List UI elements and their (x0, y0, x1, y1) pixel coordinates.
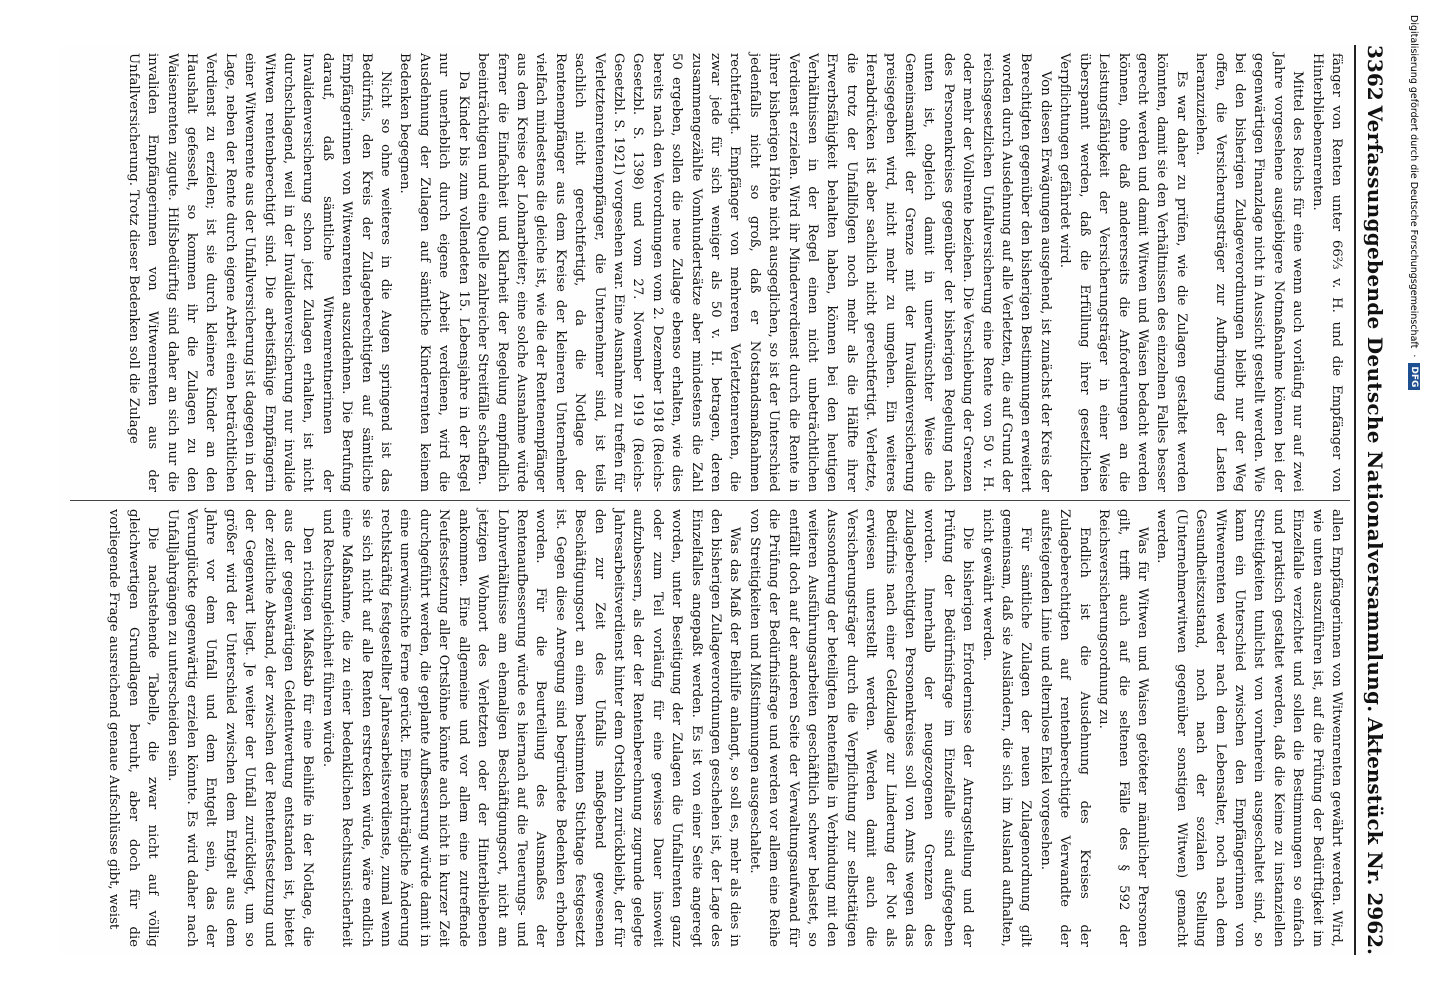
paragraph: Die bisherigen Erfordernisse der Antragstellung und der Prüfung der Bedürfnisfrage im Einzelfalle sind aufgegeben worden. Innerhalb der neugezogenen Grenzen des zulageberechtigten Personenkreises soll von Amts wegen das Bedürfnis nach einer Geldzulage zur Linderung der Not als erwiesen unterstellt werden. Werden damit auch die Versicherungsträger durch die Verpflichtung zur selbsttätigen Aussonderung der beteiligten Rentenfälle in Verbindung mit den weiteren Ausführungsarbeiten geschäftlich schwer belastet, so entfällt doch auf der anderen Seite der Verwaltungsaufwand für die Prüfung der Bedürfnisfrage und werden vor allem eine Reihe von Streitigkeiten und Mißstimmungen ausgeschaltet. (746, 509, 976, 947)
text-column-right (70, 500, 1350, 955)
paragraph: Nicht so ohne weiteres in die Augen springend ist das Bedürfnis, den Kreis der Zulageberechtigten auf sämtliche Empfängerinnen von Witwenrenten auszudehnen. Die Berufung darauf, daß sämtliche Witwenrentnerinnen der Invalidenversicherung schon jetzt Zulagen erhalten, ist nicht durchschlagend, weil in der Invalidenversicherung nur invalide Witwen rentenberechtigt sind. Die arbeitsfähige Empfängerin einer Witwenrente aus der Unfallversicherung ist dagegen in der Lage, neben der Rente durch eigene Arbeit einen beträchtlichen Verdienst zu erzielen; ist sie durch kleinere Kinder an den Haushalt gefesselt, so kommen ihr die Zulagen zu den Waisenrenten zugute. Hilfsbedürftig sind daher an sich nur die invaliden Empfängerinnen von Witwenrenten aus der Unfallversicherung. Trotz dieser Bedenken soll die Zulage (125, 53, 394, 492)
paragraph: Was für Witwen und Waisen getöteter männlicher Personen gilt, trifft auch auf die seltenen Fälle des § 592 der Reichsversicherungsordnung zu. (1096, 509, 1150, 947)
paragraph: Die nachstehende Tabelle, die zwar nicht auf völlig gleichwertigen Grundlagen beruht, aber doch für die vorliegende Frage ausreichend genaue Aufschlüsse gibt, weist (106, 509, 161, 947)
document-number: Aktenstück Nr. 2962. (1363, 717, 1387, 955)
digitization-credit-text: Digitalisierung gefördert durch die Deutsche Forschungsgemeinschaft (1408, 15, 1420, 349)
document-title: Verfassunggebende Deutsche Nationalversammlung. (1363, 105, 1387, 713)
paragraph: allen Empfängerinnen von Witwenrenten gewährt werden. Wird, wie unten auszuführen ist, auf die Prüfung der Bedürftigkeit im Einzelfalle verzichtet und sollen die Bestimmungen so einfach und praktisch gestaltet werden, daß die Keime zu instanziellen Streitigkeiten tunlichst von vornherein ausgeschaltet sind, so kann ein Unterschied zwischen den Empfängerinnen von Witwenrenten weder nach dem Lebensalter, noch nach dem Gesundheitszustand, noch nach der sozialen Stellung (Unternehmerwitwen gegenüber sonstigen Witwen) gemacht werden. (1154, 509, 1344, 947)
digitization-credit: Digitalisierung gefördert durch die Deutsche Forschungsgemeinschaft · DFG (1408, 15, 1420, 990)
document-page (60, 45, 1394, 955)
paragraph: fänger von Renten unter 66⅔ v. H. und die Empfänger von Hinterbliebenenrenten. (1309, 53, 1344, 492)
dfg-logo: DFG (1408, 363, 1420, 390)
paragraph: Da Kinder bis zum vollendeten 15. Lebensjahre in der Regel nur unerheblich durch eigene Arbeit verdienen, wird die Ausdehnung der Zulagen auf sämtliche Kinderrenten keinem Bedenken begegnen. (397, 53, 471, 492)
running-head (1354, 45, 1394, 955)
paragraph: Was das Maß der Beihilfe anlangt, so soll es, mehr als dies in den bisherigen Zulageverordnungen geschehen ist, der Lage des Einzelfalles angepaßt werden. Es ist von einer Seite angeregt worden, unter Beseitigung der Zulagen die Unfallrenten ganz oder zum Teil vorläufig für eine gewisse Dauer insoweit aufzubessern, als der der Rentenberechnung zugrunde gelegte Jahresarbeitsverdienst hinter dem Ortslohn zurückbleibt, der für den zur Zeit des Unfalls maßgebend gewesenen Beschäftigungsort an einem bestimmten Stichtage festgesetzt ist. Gegen diese Anregung sind begründete Bedenken erhoben worden. Für die Beurteilung des Ausmaßes der Rentenaufbesserung würde es hiernach auf die Teuerungs- und Lohnverhältnisse am ehemaligen Beschäftigungsort, nicht am jetzigen Wohnort des Verletzten oder der Hinterbliebenen ankommen. Eine allgemeine und vor allem eine zutreffende Neufestsetzung aller Ortslöhne könnte auch nicht in kurzer Zeit durchgeführt werden, die geplante Aufbesserung würde damit in eine unerwünschte Ferne gerückt. Eine nachträgliche Änderung rechtskräftig festgestellter Jahresarbeitsverdienste, zumal wenn sie sich nicht auf alle Renten erstrecken würde, wäre endlich eine Maßnahme, die zu einer bedenklichen Rechtsunsicherheit und Rechtsungleichheit führen würde. (319, 509, 743, 947)
paragraph: Für sämtliche Zulagen der neuen Zulagenordnung gilt gemeinsam, daß sie Ausländern, die sich im Ausland aufhalten, nicht gewährt werden. (979, 509, 1034, 947)
paragraph: Es war daher zu prüfen, wie die Zulagen gestaltet werden könnten, damit sie den Verhältnissen des einzelnen Falles besser gerecht werden und damit Witwen und Waisen bedacht werden können, ohne daß andererseits die Anforderungen an die Leistungsfähigkeit der Versicherungsträger in einer Weise überspannt werden, daß die Erfüllung ihrer gesetzlichen Verpflichtungen gefährdet wird. (1057, 53, 1189, 492)
text-columns (70, 45, 1350, 955)
page-number: 3362 (1363, 45, 1387, 101)
paragraph: Den richtigen Maßstab für eine Beihilfe in der Notlage, die aus der gegenwärtigen Geldentwertung entstanden ist, bietet der zeitliche Abstand, der zwischen der Rentenfestsetzung und der Gegenwart liegt. Je weiter der Unfall zurückliegt, um so größer wird der Unterschied zwischen dem Entgelt aus dem Jahre vor dem Unfall und dem Entgelt sein, das der Verunglückte gegenwärtig erzielen könnte. Es wird daher nach Unfalljahrgängen zu unterscheiden sein. (164, 509, 316, 947)
paragraph: Endlich ist die Ausdehnung des Kreises der Zulageberechtigten auf rentenberechtigte Verwandte der aufsteigenden Linie und elternlose Enkel vorgesehen. (1037, 509, 1092, 947)
paragraph: Von diesen Erwägungen ausgehend, ist zunächst der Kreis der Berechtigten gegenüber den bisherigen Bestimmungen erweitert worden durch Ausdehnung auf alle Verletzten, die auf Grund der reichsgesetzlichen Unfallversicherung eine Rente von 50 v. H. oder mehr der Vollrente beziehen. Die Verschiebung der Grenzen des Personenkreises gegenüber der bisherigen Regelung nach unten ist, obgleich damit in unerwünschter Weise die Gemeinsamkeit der Grenze mit der Invalidenversicherung preisgegeben wird, nicht mehr zu umgehen. Ein weiteres Herabdrücken ist aber sachlich nicht gerechtfertigt. Verletzte, die trotz der Unfallfolgen noch mehr als die Hälfte ihrer Erwerbsfähigkeit behalten haben, können bei den heutigen Verhältnissen in der Regel einen nicht unbeträchtlichen Verdienst erzielen. Wird ihr Minderverdienst durch die Rente in ihrer bisherigen Höhe nicht ausgeglichen, so ist der Unterschied jedenfalls nicht so groß, daß er Notstandsmaßnahmen rechtfertigt. Empfänger von mehreren Verletztenrenten, die zwar jede für sich weniger als 50 v. H. betragen, deren zusammengezählte Vomhundertsätze aber mindestens die Zahl 50 ergeben, sollen die neue Zulage ebenso erhalten, wie dies bereits nach den Verordnungen vom 2. Dezember 1918 (Reichs-Gesetzbl. S. 1398) und vom 27. November 1919 (Reichs-Gesetzbl. S. 1921) vorgesehen war. Eine Ausnahme zu treffen für Verletztenrentenempfänger, die Unternehmer sind, ist teils sachlich nicht gerechtfertigt, da die Notlage der Rentenempfänger aus dem Kreise der kleineren Unternehmer vielfach mindestens die gleiche ist, wie die der Rentenempfänger aus dem Kreise der Lohnarbeiter; eine solche Ausnahme würde ferner die Einfachheit und Klarheit der Regelung empfindlich beeinträchtigen und eine Quelle zahlreicher Streitfälle schaffen. (475, 53, 1053, 492)
paragraph: Mittel des Reichs für eine wenn auch vorläufig nur auf zwei Jahre vorgesehene ausgiebigere Notmaßnahme können bei der gegenwärtigen Finanzlage nicht in Aussicht gestellt werden. Wie bei den bisherigen Zulageverordnungen bleibt nur der Weg offen, die Versicherungsträger zur Aufbringung der Lasten heranzuziehen. (1193, 53, 1306, 492)
text-column-left (70, 45, 1350, 500)
